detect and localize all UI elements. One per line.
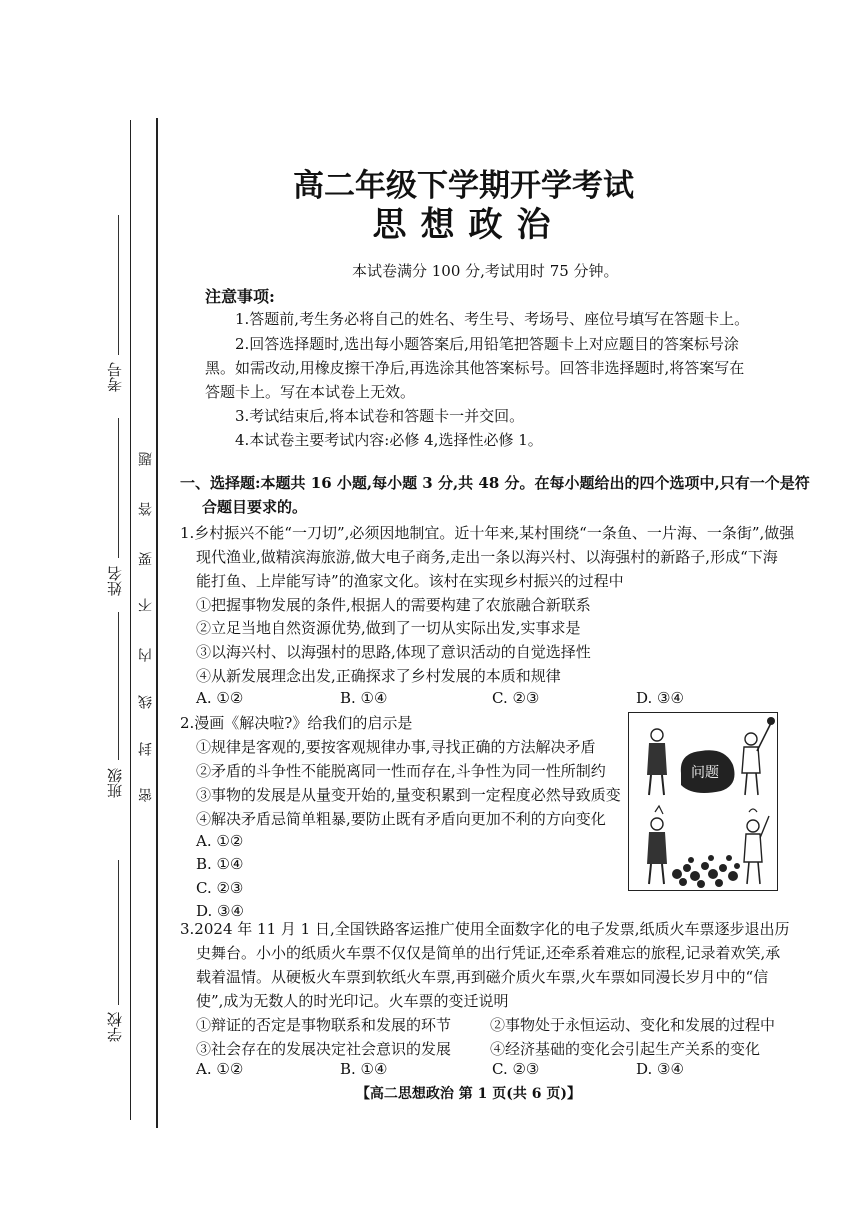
q1-stem: 现代渔业,做精滨海旅游,做大电子商务,走出一条以海兴村、以海强村的新路子,形成“下海 [196,548,778,566]
q1-item: ③以海兴村、以海强村的思路,体现了意识活动的自觉选择性 [196,643,591,661]
subject-title: 思想政治 [372,205,565,245]
q2-option-d[interactable]: D. ③④ [196,902,244,920]
q3-option-c[interactable]: C. ②③ [492,1060,540,1078]
seal-char: 线 [138,695,154,709]
binding-line-inner [156,118,158,1128]
q1-option-a[interactable]: A. ①② [196,689,244,707]
q2-item: ①规律是客观的,要按客观规律办事,寻找正确的方法解决矛盾 [196,738,596,756]
q2-option-b[interactable]: B. ①④ [196,855,244,873]
q1-stem: 能打鱼、上岸能写诗”的渔家文化。该村在实现乡村振兴的过程中 [196,572,624,590]
comic-bottom-drawing [629,804,777,890]
q1-item: ④从新发展理念出发,正确探求了乡村发展的本质和规律 [196,667,561,685]
q3-stem: 载着温情。从硬板火车票到软纸火车票,再到磁介质火车票,火车票如同漫长岁月中的“信 [196,968,769,986]
q3-option-a[interactable]: A. ①② [196,1060,244,1078]
q3-item: ③社会存在的发展决定社会意识的发展 [196,1040,452,1058]
q1-option-d[interactable]: D. ③④ [636,689,684,707]
q3-item: ①辩证的否定是事物联系和发展的环节 [196,1016,452,1034]
comic-problem-text: 问题 [691,765,719,781]
q2-option-a[interactable]: A. ①② [196,832,244,850]
q2-stem: 2.漫画《解决啦?》给我们的启示是 [180,714,413,732]
q1-option-b[interactable]: B. ①④ [340,689,388,707]
notice-line: 答题卡上。写在本试卷上无效。 [205,383,416,401]
q2-item: ③事物的发展是从量变开始的,量变积累到一定程度必然导致质变 [196,786,621,804]
seal-char: 封 [138,742,154,756]
xuexiao-label: 学校 [106,1012,124,1042]
q3-option-b[interactable]: B. ①④ [340,1060,388,1078]
notice-line: 1.答题前,考生务必将自己的姓名、考生号、考场号、座位号填写在答题卡上。 [235,310,750,328]
q3-stem: 史舞台。小小的纸质火车票不仅仅是简单的出行凭证,还牵系着难忘的旅程,记录着欢笑,承 [196,944,781,962]
q2-item: ②矛盾的斗争性不能脱离同一性而存在,斗争性为同一性所制约 [196,762,606,780]
xingming-underline[interactable] [118,418,119,558]
kaohao-label: 考号 [106,362,124,392]
notice-heading: 注意事项: [205,287,275,306]
comic-panel-bottom [628,804,778,891]
section1-heading: 一、选择题:本题共 16 小题,每小题 3 分,共 48 分。在每小题给出的四个选项中,只有一个是符 [180,474,810,492]
banji-underline[interactable] [118,612,119,760]
banji-label: 班级 [106,768,124,798]
q3-stem: 3.2024 年 11 月 1 日,全国铁路客运推广使用全面数字化的电子发票,纸质火车票逐步退出历 [180,920,790,938]
q1-stem: 1.乡村振兴不能“一刀切”,必须因地制宜。近十年来,某村围绕“一条鱼、一片海、一条街”,做强 [180,524,795,542]
seal-char: 密 [138,788,154,802]
page-footer: 【高二思想政治 第 1 页(共 6 页)】 [355,1086,582,1102]
q3-item: ②事物处于永恒运动、变化和发展的过程中 [490,1016,776,1034]
q3-option-d[interactable]: D. ③④ [636,1060,684,1078]
q3-stem: 使”,成为无数人的时光印记。火车票的变迁说明 [196,992,509,1010]
notice-line: 黑。如需改动,用橡皮擦干净后,再选涂其他答案标号。回答非选择题时,将答案写在 [205,359,745,377]
q2-option-c[interactable]: C. ②③ [196,879,244,897]
q1-item: ①把握事物发展的条件,根据人的需要构建了农旅融合新联系 [196,596,591,614]
q1-item: ②立足当地自然资源优势,做到了一切从实际出发,实事求是 [196,619,581,637]
section1-heading-cont: 合题目要求的。 [202,498,308,516]
q3-item: ④经济基础的变化会引起生产关系的变化 [490,1040,761,1058]
xuexiao-underline[interactable] [118,860,119,1005]
seal-char: 不 [138,598,154,612]
seal-char: 要 [138,552,154,566]
comic-top-drawing [629,713,777,805]
score-info: 本试卷满分 100 分,考试用时 75 分钟。 [352,262,619,280]
seal-char: 题 [138,452,154,466]
notice-line: 2.回答选择题时,选出每小题答案后,用铅笔把答题卡上对应题目的答案标号涂 [235,335,739,353]
seal-char: 答 [138,502,154,516]
seal-char: 内 [138,648,154,662]
binding-line-outer [130,120,131,1120]
exam-title: 高二年级下学期开学考试 [293,168,634,204]
comic-panel-top [628,712,778,806]
xingming-label: 姓名 [106,566,124,596]
notice-line: 3.考试结束后,将本试卷和答题卡一并交回。 [235,407,525,425]
q1-option-c[interactable]: C. ②③ [492,689,540,707]
notice-line: 4.本试卷主要考试内容:必修 4,选择性必修 1。 [235,431,543,449]
q2-item: ④解决矛盾忌简单粗暴,要防止既有矛盾向更加不利的方向变化 [196,810,606,828]
